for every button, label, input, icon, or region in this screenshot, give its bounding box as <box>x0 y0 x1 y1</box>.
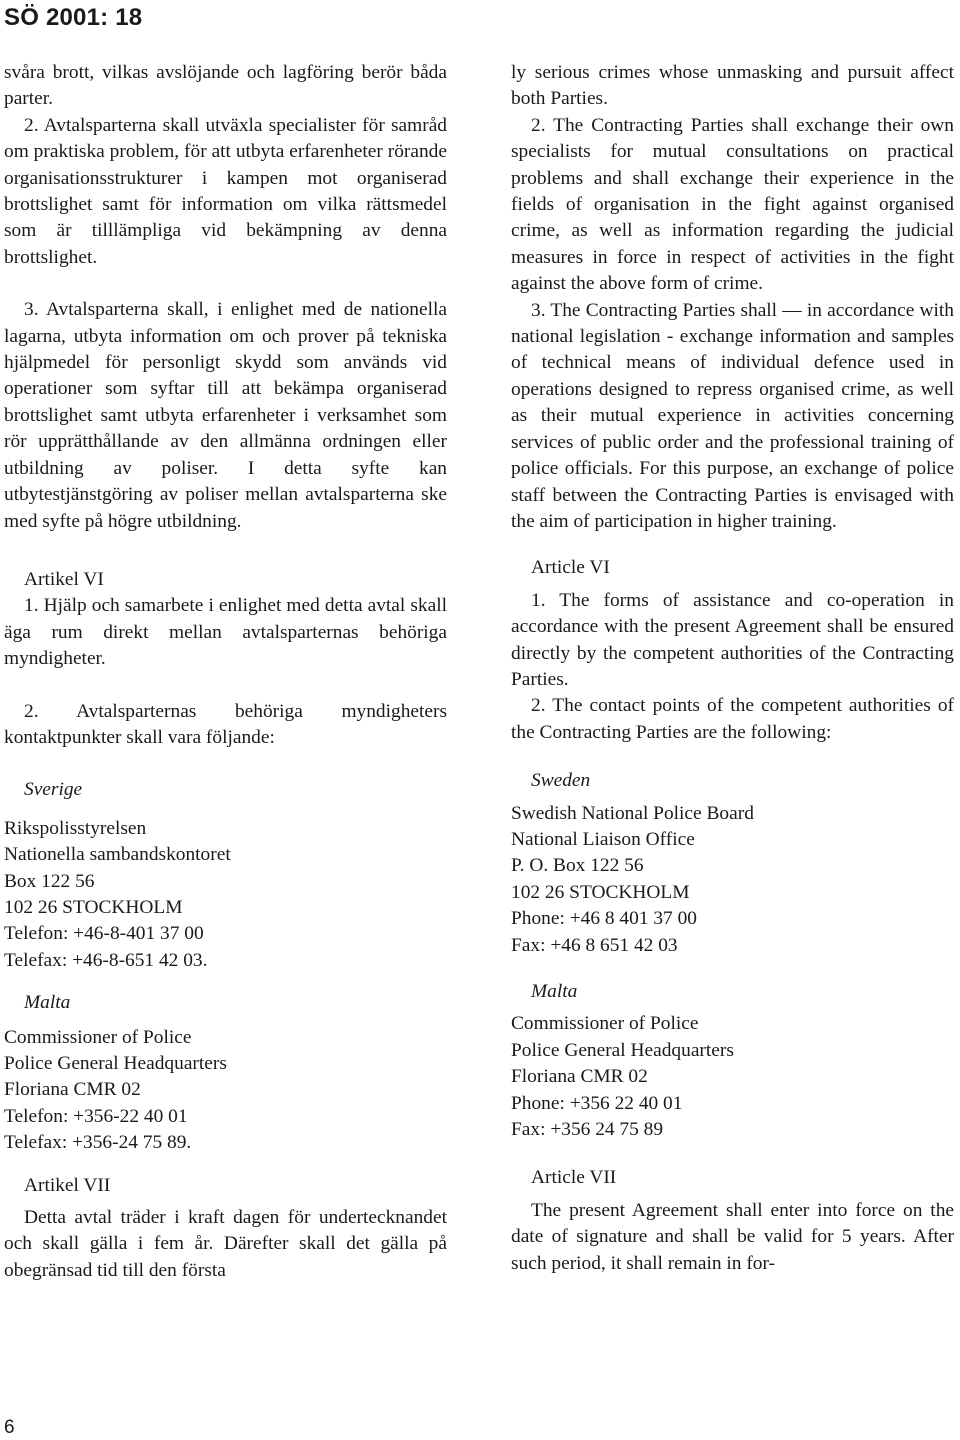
address-line: Telefon: +356-22 40 01 <box>4 1105 188 1127</box>
address-line: 102 26 STOCKHOLM <box>511 881 690 903</box>
sweden-heading: Sverige <box>24 779 83 801</box>
article-6-heading: Artikel VI <box>24 568 104 590</box>
article-6-paragraph-1: 1. Hjälp och samarbete i enlighet med detta avtal skall äga rum direkt mellan avtalsparternas behöriga myndigheter. <box>4 595 447 670</box>
paragraph-continuation: svåra brott, vilkas avslöjande och lagföring berör båda parter. <box>4 62 447 110</box>
malta-heading: Malta <box>24 992 71 1014</box>
page-number: 6 <box>4 1417 15 1438</box>
article-6-paragraph-1: 1. The forms of assistance and co-operation in accordance with the present Agreement shall be ensured directly by the competent authorities of the Contracting Parties. <box>511 589 954 690</box>
address-line: Fax: +46 8 651 42 03 <box>511 934 678 956</box>
address-line: National Liaison Office <box>511 828 695 850</box>
address-line: Telefon: +46-8-401 37 00 <box>4 923 204 945</box>
article-6-paragraph-2: 2. Avtalsparternas behöriga myndigheters kontaktpunkter skall vara följande: <box>4 700 447 748</box>
address-line: P. O. Box 122 56 <box>511 855 644 877</box>
malta-address <box>4 1025 447 1157</box>
article-7-paragraph-1: Detta avtal träder i kraft dagen för undertecknandet och skall gälla i fem år. Därefter skall det gälla på obegränsad tid till den första <box>4 1207 447 1281</box>
malta-heading: Malta <box>531 981 578 1002</box>
paragraph-continuation: ly serious crimes whose unmasking and pursuit affect both Parties. <box>511 62 954 110</box>
article-7-paragraph-1: The present Agreement shall enter into force on the date of signature and shall be valid for 5 years. After such period, it shall remain in for- <box>511 1199 954 1274</box>
sweden-address <box>511 801 954 959</box>
address-line: Phone: +356 22 40 01 <box>511 1092 683 1114</box>
document-reference: SÖ 2001: 18 <box>4 4 143 31</box>
address-line: Nationella sambandskontoret <box>4 844 231 866</box>
address-line: 102 26 STOCKHOLM <box>4 896 183 918</box>
sweden-heading: Sweden <box>531 770 591 792</box>
article-7-heading: Article VII <box>531 1167 617 1189</box>
swedish-column <box>4 60 447 1284</box>
paragraph-3: 3. The Contracting Parties shall — in accordance with national legislation - exchange information and samples of technical means of individual defence used in operations designed to repress organised crime, as well as their mutual experience in activities concerning services of public order and the professional training of police officials. For this purpose, an exchange of police staff between the Contracting Parties is envisaged with the aim of participation in higher training. <box>511 299 954 532</box>
paragraph-3: 3. Avtalsparterna skall, i enlighet med de nationella lagarna, utbyta information om och prover på tekniska hjälpmedel för personligt skydd som används vid operationer som syftar till att bekämpa organiserad brottslighet samt utbyta erfarenheter i verksamhet som rör upprätthållande av den allmänna ordningen eller utbildning av poliser. I detta syfte kan utbytestjänstgöring av poliser mellan avtalsparterna ske med syfte på högre utbildning. <box>4 299 447 532</box>
address-line: Police General Headquarters <box>511 1039 734 1061</box>
address-line: Telefax: +356-24 75 89. <box>4 1132 192 1154</box>
article-7-heading: Artikel VII <box>24 1174 111 1196</box>
address-line: Box 122 56 <box>4 870 95 892</box>
address-line: Commissioner of Police <box>4 1026 192 1048</box>
address-line: Swedish National Police Board <box>511 802 754 824</box>
english-column <box>511 60 954 1277</box>
sweden-address <box>4 816 447 974</box>
address-line: Commissioner of Police <box>511 1013 699 1035</box>
address-line: Telefax: +46-8-651 42 03. <box>4 949 208 971</box>
address-line: Floriana CMR 02 <box>4 1079 141 1101</box>
address-line: Police General Headquarters <box>4 1053 227 1074</box>
address-line: Rikspolisstyrelsen <box>4 817 147 839</box>
article-6-paragraph-2: 2. The contact points of the competent authorities of the Contracting Parties are the following: <box>511 695 954 743</box>
address-line: Phone: +46 8 401 37 00 <box>511 908 697 930</box>
malta-address <box>511 1011 954 1143</box>
article-6-heading: Article VI <box>531 557 610 579</box>
paragraph-2: 2. The Contracting Parties shall exchange their own specialists for mutual consultations on practical problems and shall exchange their experience in the fields of organisation in the fight against organised crime, as well as information regarding the judicial measures in force in respect of activities in the fight against the above form of crime. <box>511 114 954 295</box>
address-line: Floriana CMR 02 <box>511 1066 648 1088</box>
paragraph-2: 2. Avtalsparterna skall utväxla specialister för samråd om praktiska problem, för att utbyta erfarenheter rörande organisationsstrukturer i kampen mot organiserad brottslighet samt för information om vilka rättsmedel som är tilllämpliga vid bekämpning av denna brottslighet. <box>4 114 447 268</box>
address-line: Fax: +356 24 75 89 <box>511 1119 664 1141</box>
